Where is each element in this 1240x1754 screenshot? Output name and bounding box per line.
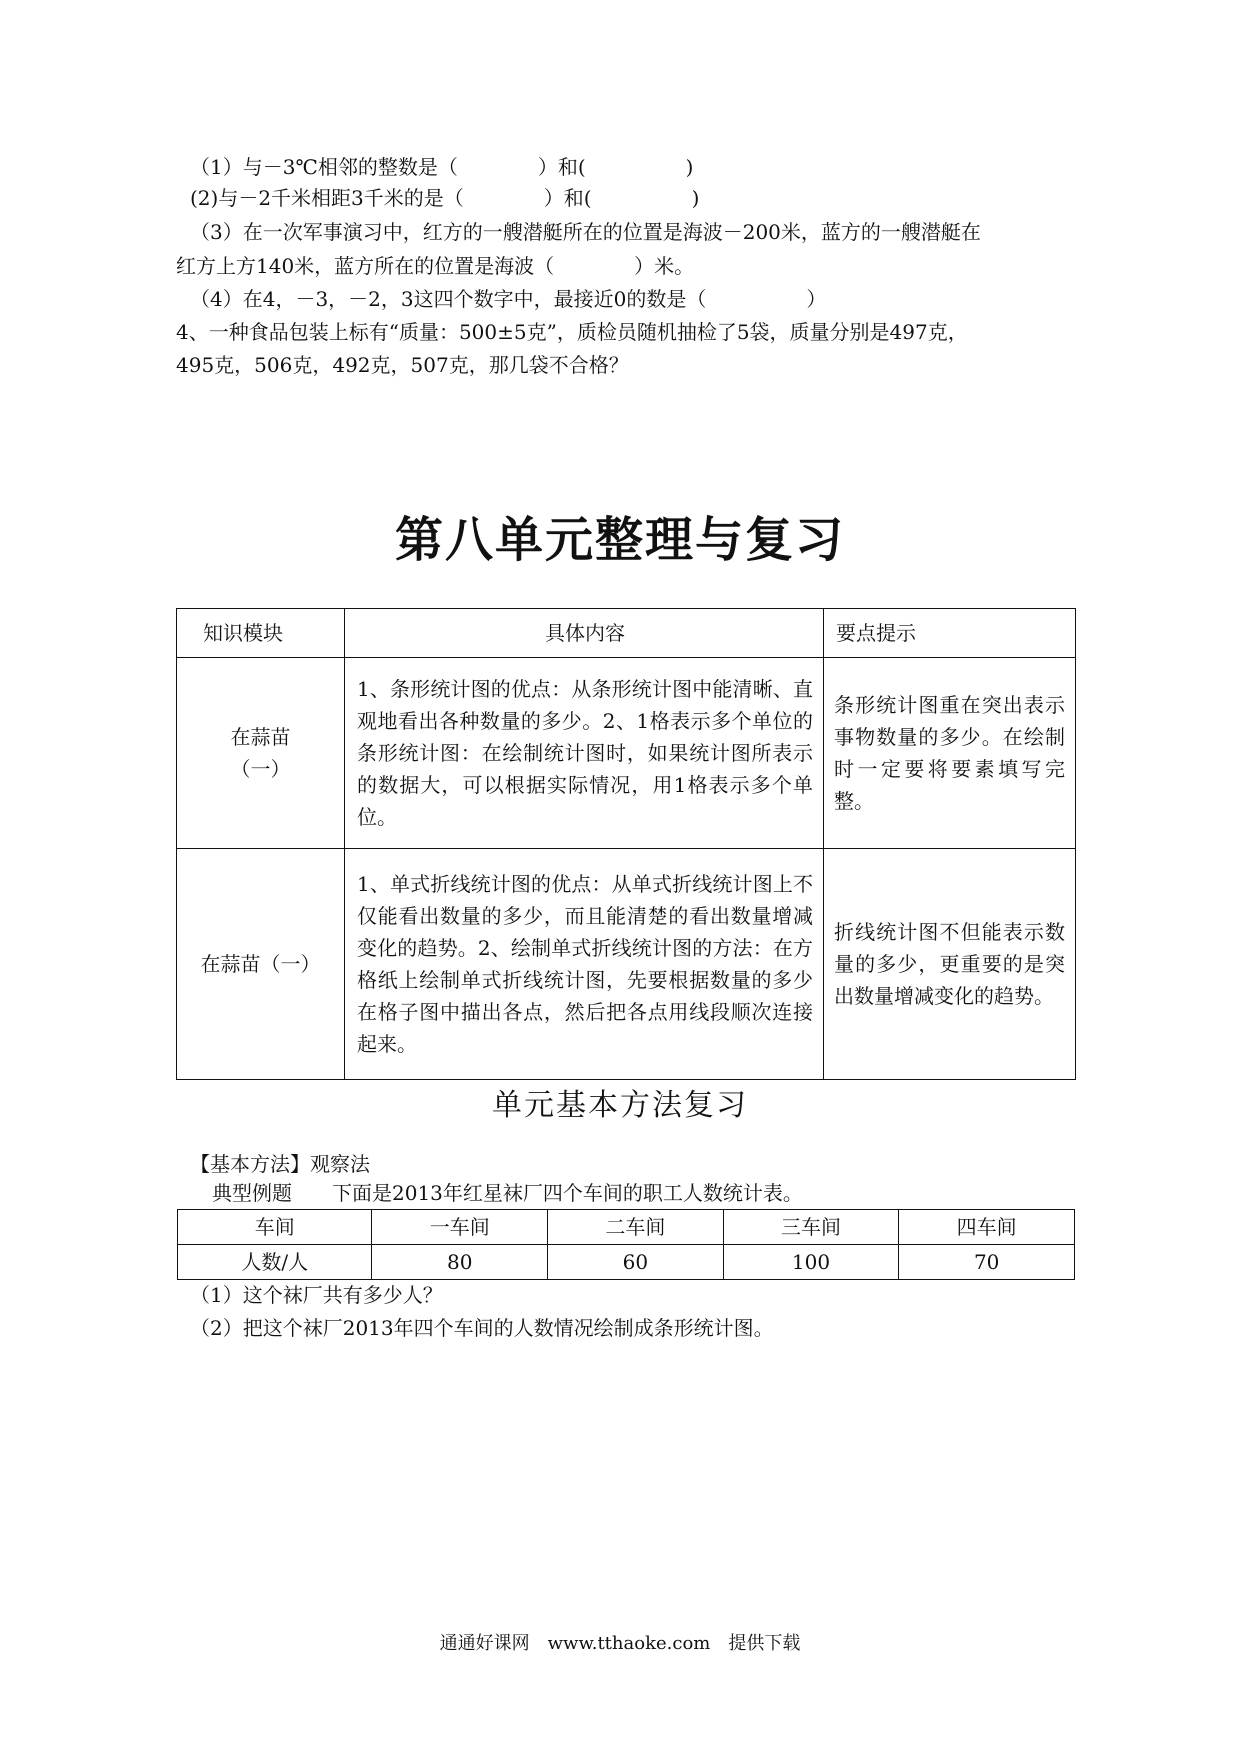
question-2: (2)与－2千米相距3千米的是（ ）和( ) bbox=[190, 186, 700, 210]
table-row bbox=[177, 658, 1076, 849]
sub-question-1: （1）这个袜厂共有多少人？ bbox=[190, 1283, 443, 1307]
review-table bbox=[176, 608, 1076, 1080]
header-module: 知识模块 bbox=[177, 609, 345, 658]
sub-question-2: （2）把这个袜厂2013年四个车间的人数情况绘制成条形统计图。 bbox=[190, 1316, 774, 1340]
problem-4-line2: 495克，506克，492克，507克，那几袋不合格？ bbox=[176, 353, 629, 377]
module-cell: 在蒜苗（一） bbox=[177, 849, 345, 1080]
module-cell bbox=[177, 658, 345, 849]
header-content: 具体内容 bbox=[345, 609, 824, 658]
header-tip: 要点提示 bbox=[824, 609, 1076, 658]
stats-header-row bbox=[178, 1210, 1075, 1245]
problem-4-line1: 4、一种食品包装上标有“质量：500±5克”，质检员随机抽检了5袋，质量分别是497克， bbox=[176, 320, 968, 344]
stats-cell: 70 bbox=[899, 1245, 1075, 1280]
stats-cell: 60 bbox=[548, 1245, 724, 1280]
content-cell: 1、单式折线统计图的优点：从单式折线统计图上不仅能看出数量的多少，而且能清楚的看出数量增减变化的趋势。2、绘制单式折线统计图的方法：在方格纸上绘制单式折线统计图，先要根据数量的多少在格子图中描出各点，然后把各点用线段顺次连接起来。 bbox=[345, 849, 824, 1080]
table-row bbox=[177, 849, 1076, 1080]
review-table-header bbox=[177, 609, 1076, 658]
stats-cell: 人数/人 bbox=[178, 1245, 372, 1280]
content-cell: 1、条形统计图的优点：从条形统计图中能清晰、直观地看出各种数量的多少。2、1格表示多个单位的条形统计图：在绘制统计图时，如果统计图所表示的数据大，可以根据实际情况，用1格表示多个单位。 bbox=[345, 658, 824, 849]
footer-credit: 通通好课网 www.tthaoke.com 提供下载 bbox=[439, 1633, 801, 1654]
example-line: 典型例题 下面是2013年红星袜厂四个车间的职工人数统计表。 bbox=[212, 1181, 803, 1205]
tip-cell: 折线统计图不但能表示数量的多少，更重要的是突出数量增减变化的趋势。 bbox=[824, 849, 1076, 1080]
stats-data-row bbox=[178, 1245, 1075, 1280]
question-4: （4）在4，－3，－2，3这四个数字中，最接近0的数是（ ） bbox=[190, 287, 827, 311]
method-line: 【基本方法】观察法 bbox=[190, 1152, 370, 1176]
question-3-line2: 红方上方140米，蓝方所在的位置是海波（ ）米。 bbox=[176, 254, 695, 278]
module-line1: 在蒜苗 bbox=[230, 725, 291, 749]
question-3-line1: （3）在一次军事演习中，红方的一艘潜艇所在的位置是海波－200米，蓝方的一艘潜艇在 bbox=[190, 220, 981, 244]
tip-cell: 条形统计图重在突出表示事物数量的多少。在绘制时一定要将要素填写完整。 bbox=[824, 658, 1076, 849]
stats-header-cell: 二车间 bbox=[548, 1210, 724, 1245]
unit-title: 第八单元整理与复习 bbox=[394, 512, 845, 568]
module-line2: （一） bbox=[230, 757, 291, 781]
stats-header-cell: 四车间 bbox=[899, 1210, 1075, 1245]
stats-table bbox=[177, 1209, 1075, 1280]
stats-cell: 100 bbox=[723, 1245, 899, 1280]
stats-header-cell: 车间 bbox=[178, 1210, 372, 1245]
question-1: （1）与－3℃相邻的整数是（ ）和( ) bbox=[190, 155, 694, 179]
stats-header-cell: 三车间 bbox=[723, 1210, 899, 1245]
stats-cell: 80 bbox=[372, 1245, 548, 1280]
method-title: 单元基本方法复习 bbox=[492, 1088, 748, 1123]
stats-header-cell: 一车间 bbox=[372, 1210, 548, 1245]
